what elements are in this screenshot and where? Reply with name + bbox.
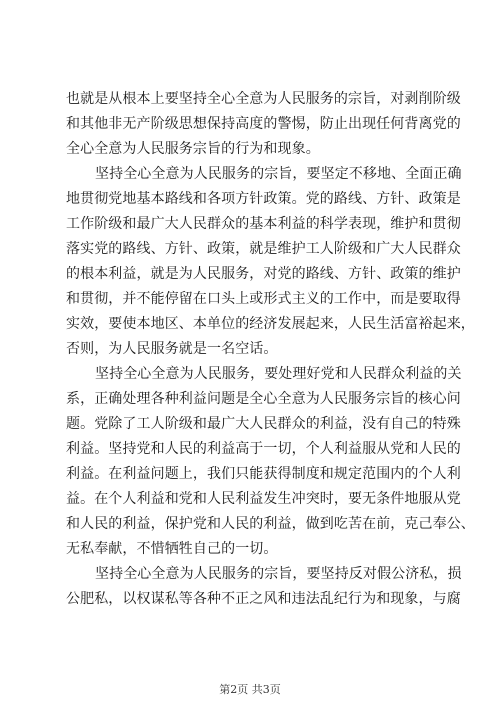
text-line: 利益。在利益问题上，我们只能获得制度和规定范围内的个人利 [66,466,461,482]
text-line: 题。党除了工人阶级和最广大人民群众的利益，没有自己的特殊 [66,416,461,432]
text-line: 地贯彻党地基本路线和各项方针政策。党的路线、方针、政策是 [66,191,461,207]
paragraph-1 [66,87,461,162]
text-line: 利益。坚持党和人民的利益高于一切，个人利益服从党和人民的 [66,441,461,457]
text-line: 工作阶级和最广大人民群众的基本利益的科学表现，维护和贯彻 [66,216,461,232]
text-line: 坚持全心全意为人民服务，要处理好党和人民群众利益的关 [95,366,462,382]
text-line: 和其他非无产阶级思想保持高度的警惕，防止出现任何背离党的 [66,116,461,132]
text-line: 坚持全心全意为人民服务的宗旨，要坚定不移地、全面正确 [95,166,462,182]
page-number-footer: 第2页 共3页 [219,683,281,696]
text-line: 实效，要使本地区、本单位的经济发展起来，人民生活富裕起来， [66,316,475,332]
text-line: 全心全意为人民服务宗旨的行为和现象。 [66,141,320,157]
paragraph-2 [66,162,475,362]
text-line: 和人民的利益，保护党和人民的利益，做到吃苦在前，克己奉公、 [66,516,475,532]
text-line: 无私奉献，不惜牺牲自己的一切。 [66,541,278,557]
text-line: 也就是从根本上要坚持全心全意为人民服务的宗旨，对剥削阶级 [66,91,461,107]
text-line: 系，正确处理各种利益问题是全心全意为人民服务宗旨的核心问 [66,391,461,407]
text-line: 的根本利益，就是为人民服务，对党的路线、方针、政策的维护 [66,266,461,282]
paragraph-3 [66,362,475,562]
paragraph-4 [66,562,462,612]
text-line: 和贯彻，并不能停留在口头上或形式主义的工作中，而是要取得 [66,291,461,307]
text-line: 落实党的路线、方针、政策，就是维护工人阶级和广大人民群众 [66,241,461,257]
text-line: 否则，为人民服务就是一名空话。 [66,341,278,357]
text-line: 坚持全心全意为人民服务的宗旨，要坚持反对假公济私，损 [95,566,462,582]
text-line: 益。在个人利益和党和人民利益发生冲突时，要无条件地服从党 [66,491,461,507]
document-body [66,87,475,612]
text-line: 公肥私，以权谋私等各种不正之风和违法乱纪行为和现象，与腐 [66,591,461,607]
